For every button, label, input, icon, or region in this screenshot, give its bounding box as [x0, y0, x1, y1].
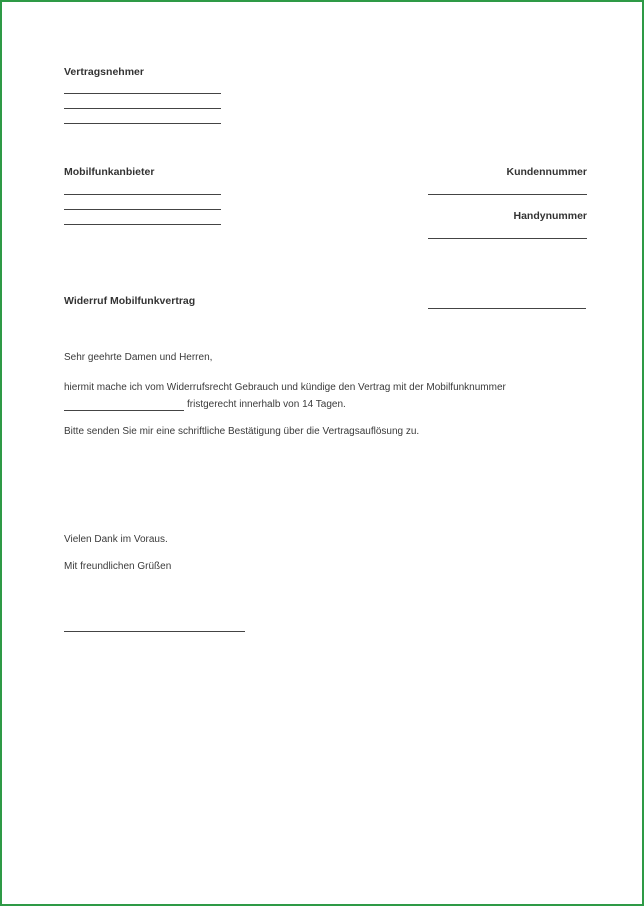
closing-text: Mit freundlichen Grüßen [64, 561, 172, 572]
provider-line-1 [64, 194, 221, 195]
date-line [428, 308, 586, 309]
contractor-line-3 [64, 123, 221, 124]
provider-line-2 [64, 209, 221, 210]
thanks-text: Vielen Dank im Voraus. [64, 534, 168, 545]
contractor-line-2 [64, 108, 221, 109]
paragraph-1-line-2: fristgerecht innerhalb von 14 Tagen. [187, 399, 346, 410]
salutation: Sehr geehrte Damen und Herren, [64, 352, 213, 363]
signature-line [64, 631, 245, 632]
mobile-number-blank [64, 410, 184, 411]
provider-heading: Mobilfunkanbieter [64, 166, 155, 178]
subject-title: Widerruf Mobilfunkvertrag [64, 295, 196, 307]
paragraph-1-line-1: hiermit mache ich vom Widerrufsrecht Gebrauch und kündige den Vertrag mit der Mobilfunknummer [64, 382, 506, 393]
phone-number-line [428, 238, 587, 239]
contractor-line-1 [64, 93, 221, 94]
paragraph-2: Bitte senden Sie mir eine schriftliche Bestätigung über die Vertragsauflösung zu. [64, 426, 420, 437]
customer-number-line [428, 194, 587, 195]
contractor-heading: Vertragsnehmer [64, 66, 144, 78]
provider-line-3 [64, 224, 221, 225]
phone-number-label: Handynummer [513, 210, 587, 222]
customer-number-label: Kundennummer [506, 166, 587, 178]
